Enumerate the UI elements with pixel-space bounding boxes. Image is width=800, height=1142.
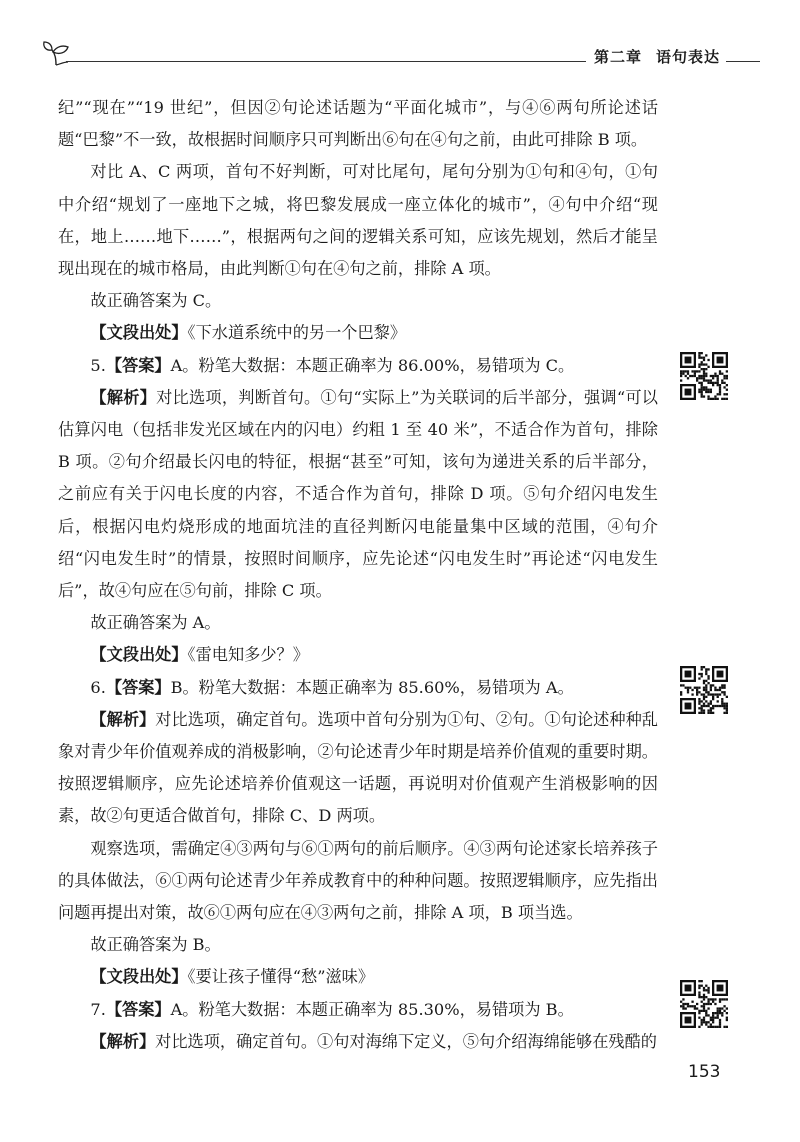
source-line xyxy=(58,639,658,671)
analysis-text: 对比选项，确定首句。选项中首句分别为①句、②句。①句论述种种乱象对青少年价值观养成的消极影响，②句论述青少年时期是培养价值观的重要时期。按照逻辑顺序，应先论述培养价值观这一话题，再说明对价值观产生消极影响的因素，故②句更适合做首句，排除 C、D 两项。 xyxy=(58,709,658,826)
conclusion: 故正确答案为 A。 xyxy=(90,613,221,633)
question-number: 6. xyxy=(90,677,106,697)
answer-text: A。粉笔大数据：本题正确率为 86.00%，易错项为 C。 xyxy=(170,355,575,375)
conclusion: 故正确答案为 B。 xyxy=(90,935,221,955)
q6-answer xyxy=(58,672,658,704)
question-number: 7. xyxy=(90,999,106,1019)
source-line xyxy=(58,961,658,993)
answer-label: 【答案】 xyxy=(105,999,171,1019)
qr-code-icon[interactable] xyxy=(680,980,728,1028)
source-label: 【文段出处】 xyxy=(90,645,188,665)
section-label: 语句表达 xyxy=(655,48,720,66)
answer-label: 【答案】 xyxy=(105,677,171,697)
page-header xyxy=(42,38,760,72)
question-number: 5. xyxy=(90,355,106,375)
source-title: 《下水道系统中的另一个巴黎》 xyxy=(187,323,407,343)
page-number: 153 xyxy=(688,1062,721,1082)
answer-text: B。粉笔大数据：本题正确率为 85.60%，易错项为 A。 xyxy=(170,677,574,697)
answer-label: 【答案】 xyxy=(105,355,171,375)
qr-code-icon[interactable] xyxy=(680,666,728,714)
paragraph: 对比 A、C 两项，首句不好判断，可对比尾句，尾句分别为①句和④句，①句中介绍“规划了一座地下之城，将巴黎发展成一座立体化的城市”，④句中介绍“现在，地上……地下……”，根据两句之间的逻辑关系可知，应该先规划，然后才能呈现出现在的城市格局，由此判断①句在④句之前，排除 A 项。 xyxy=(58,162,658,279)
paragraph: 观察选项，需确定④③两句与⑥①两句的前后顺序。④③两句论述家长培养孩子的具体做法，⑥①两句论述青少年养成教育中的种种问题。按照逻辑顺序，应先指出问题再提出对策，故⑥①两句应在④③两句之前，排除 A 项，B 项当选。 xyxy=(58,838,658,923)
paragraph: 故正确答案为 C。 xyxy=(90,291,222,311)
analysis-label: 【解析】 xyxy=(90,1031,156,1051)
q5-answer xyxy=(58,350,658,382)
qr-code-icon[interactable] xyxy=(680,352,728,400)
running-head xyxy=(586,46,726,67)
q7-answer xyxy=(58,994,658,1026)
analysis-text: 对比选项，判断首句。①句“实际上”为关联词的后半部分，强调“可以估算闪电（包括非发光区域在内的闪电）约粗 1 至 40 米”，不适合作为首句，排除 B 项。②句介绍最长闪电的特征，根据“甚至”可知，该句为递进关系的后半部分，之前应有关于闪电长度的内容，不适合作为首句，排除 D 项。⑤句介绍闪电发生后，根据闪电灼烧形成的地面坑洼的直径判断闪电能量集中区域的范围，④句介绍“闪电发生时”的情景，按照时间顺序，应先论述“闪电发生时”再论述“闪电发生后”，故④句应在⑤句前，排除 C 项。 xyxy=(58,387,658,601)
q5-analysis xyxy=(58,382,658,607)
paragraph: 纪”“现在”“19 世纪”，但因②句论述话题为“平面化城市”，与④⑥两句所论述话题“巴黎”不一致，故根据时间顺序只可判断出⑥句在④句之前，由此可排除 B 项。 xyxy=(58,98,658,150)
source-title: 《雷电知多少？》 xyxy=(187,645,309,665)
sprout-icon xyxy=(42,38,72,68)
analysis-label: 【解析】 xyxy=(90,387,157,407)
source-line xyxy=(58,317,658,349)
source-label: 【文段出处】 xyxy=(90,323,188,343)
q7-analysis xyxy=(58,1026,658,1058)
chapter-label: 第二章 xyxy=(593,48,642,66)
source-title: 《要让孩子懂得“愁”滋味》 xyxy=(187,967,375,987)
page-content xyxy=(58,92,658,1058)
answer-text: A。粉笔大数据：本题正确率为 85.30%，易错项为 B。 xyxy=(170,999,574,1019)
q6-analysis xyxy=(58,704,658,833)
analysis-label: 【解析】 xyxy=(90,709,156,729)
analysis-text: 对比选项，确定首句。①句对海绵下定义，⑤句介绍海绵能够在残酷的 xyxy=(155,1031,657,1051)
source-label: 【文段出处】 xyxy=(90,967,188,987)
